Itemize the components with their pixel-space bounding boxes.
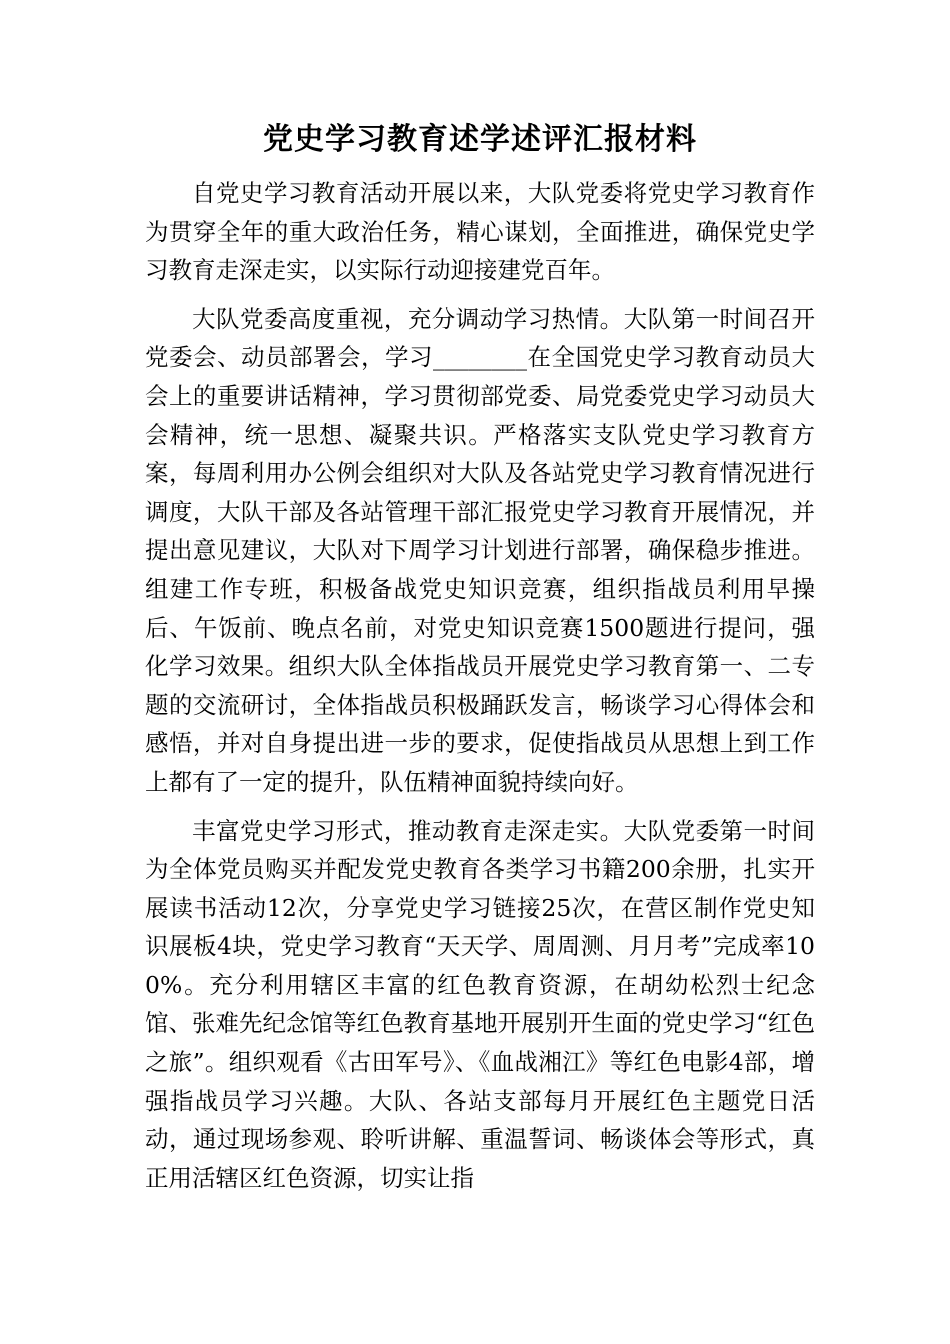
- paragraph-forms: 丰富党史学习形式，推动教育走深走实。大队党委第一时间为全体党员购买并配发党史教育各类学习书籍200余册，扎实开展读书活动12次，分享党史学习链接25次，在营区制作党史知识展板4块，党史学习教育“天天学、周周测、月月考”完成率100%。充分利用辖区丰富的红色教育资源，在胡幼松烈士纪念馆、张难先纪念馆等红色教育基地开展别开生面的党史学习“红色之旅”。组织观看《古田军号》、《血战湘江》等红色电影4部，增强指战员学习兴趣。大队、各站支部每月开展红色主题党日活动，通过现场参观、聆听讲解、重温誓词、畅谈体会等形式，真正用活辖区红色资源，切实让指: [145, 816, 816, 1192]
- document-title: 党史学习教育述学述评汇报材料: [263, 122, 697, 157]
- document-page: [145, 118, 815, 1207]
- paragraph-leadership: 大队党委高度重视，充分调动学习热情。大队第一时间召开党委会、动员部署会，学习________在全国党史学习教育动员大会上的重要讲话精神，学习贯彻部党委、局党委党史学习动员大会精神，统一思想、凝聚共识。严格落实支队党史学习教育方案，每周利用办公例会组织对大队及各站党史学习教育情况进行调度，大队干部及各站管理干部汇报党史学习教育开展情况，并提出意见建议，大队对下周学习计划进行部署，确保稳步推进。组建工作专班，积极备战党史知识竞赛，组织指战员利用早操后、午饭前、晚点名前，对党史知识竞赛1500题进行提问，强化学习效果。组织大队全体指战员开展党史学习教育第一、二专题的交流研讨，全体指战员积极踊跃发言，畅谈学习心得体会和感悟，并对自身提出进一步的要求，促使指战员从思想上到工作上都有了一定的提升，队伍精神面貌持续向好。: [145, 304, 815, 796]
- paragraph-intro: 自党史学习教育活动开展以来，大队党委将党史学习教育作为贯穿全年的重大政治任务，精心谋划，全面推进，确保党史学习教育走深走实，以实际行动迎接建党百年。: [145, 179, 815, 285]
